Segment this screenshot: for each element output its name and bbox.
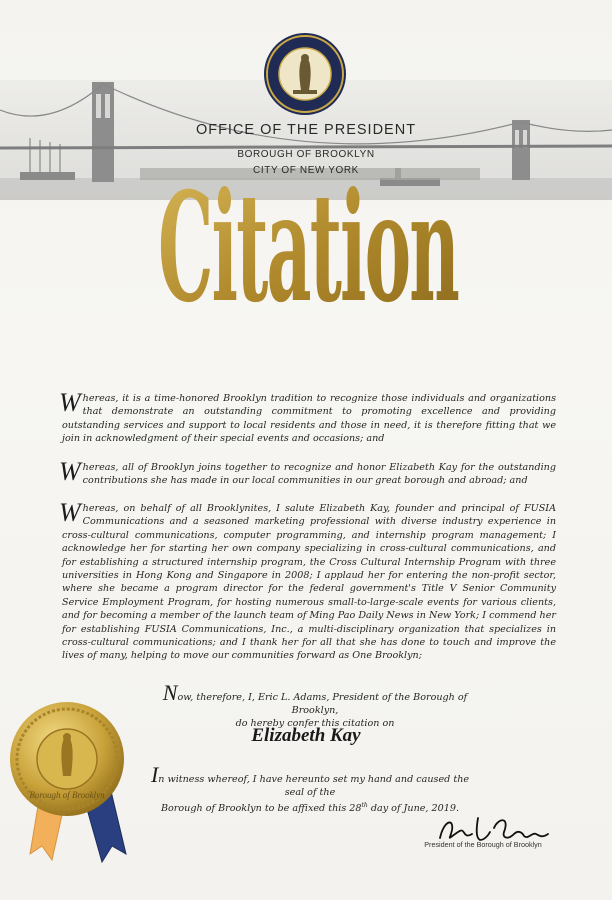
conferral-line-1: ow, therefore, I, Eric L. Adams, President of the Borough of Brooklyn, — [177, 692, 468, 716]
dropcap: W — [59, 498, 81, 527]
witness-line-2: Borough of Brooklyn to be affixed this 28 — [160, 803, 362, 815]
whereas-paragraph-3 — [59, 498, 556, 663]
citation-title-text: Citation — [158, 160, 459, 336]
paragraph-text: hereas, it is a time-honored Brooklyn tradition to recognize those individuals and organizations that demonstrate an outstanding commitment to promoting excellence and providing outstanding services and support to local residents and those in need, it is therefore fitting that we join in acknowledgment of their special events and occasions; and — [62, 393, 556, 445]
gold-borough-seal-icon — [8, 700, 126, 818]
conferral-statement — [150, 680, 480, 730]
dropcap: W — [59, 457, 81, 486]
paragraph-text: hereas, on behalf of all Brooklynites, I salute Elizabeth Kay, founder and principal of FUSIA Communications and a seasoned marketing professional with diverse industry experience in cross-cultural communications, computer programming, and internship program management; I acknowledge her for starting her own company specializing in cross-cultural communications, and for establishing a structured internship program, the Cross Cultural Internship Program with three universities in Hong Kong and Singapore in 2008; I applaud her for entering the non-profit sector, where she became a program director for the federal government's Title V Senior Community Service Employment Program, for hosting numerous small-to-large-scale events for various clients, and for becoming a member of the launch team of Ming Pao Daily News in New York; I commend her for establishing FUSIA Communications, Inc., a multi-disciplinary organization that specializes in cross-cultural communications; and I thank her for all that she has done to touch and improve the lives of many, helping to move our communities forward as One Brooklyn; — [62, 503, 556, 662]
signature-caption: President of the Borough of Brooklyn — [424, 840, 542, 849]
conferral-line-2: do hereby confer this citation on — [235, 718, 395, 729]
honoree-name: Elizabeth Kay — [251, 725, 361, 746]
borough-name: BOROUGH OF BROOKLYN — [237, 149, 375, 160]
witness-line-2-end: day of June, 2019. — [367, 803, 459, 815]
whereas-paragraph-2 — [59, 457, 556, 488]
dropcap: W — [59, 388, 81, 417]
dropcap: N — [162, 680, 178, 705]
office-title: OFFICE OF THE PRESIDENT — [195, 122, 417, 138]
citation-title — [150, 150, 470, 360]
city-of-brooklyn-seal-icon — [263, 32, 347, 116]
whereas-paragraph-1 — [59, 388, 556, 446]
date-suffix: th — [361, 802, 368, 809]
gold-seal-text: Borough of Brooklyn — [29, 790, 105, 800]
witness-line-1: n witness whereof, I have hereunto set my hand and caused the seal of the — [158, 774, 470, 798]
witness-statement — [140, 762, 480, 815]
paragraph-text: hereas, all of Brooklyn joins together to recognize and honor Elizabeth Kay for the outstanding contributions she has made in our local communities in our great borough and abroad; and — [82, 462, 556, 487]
city-name: CITY OF NEW YORK — [253, 165, 359, 176]
dropcap: I — [150, 762, 159, 787]
